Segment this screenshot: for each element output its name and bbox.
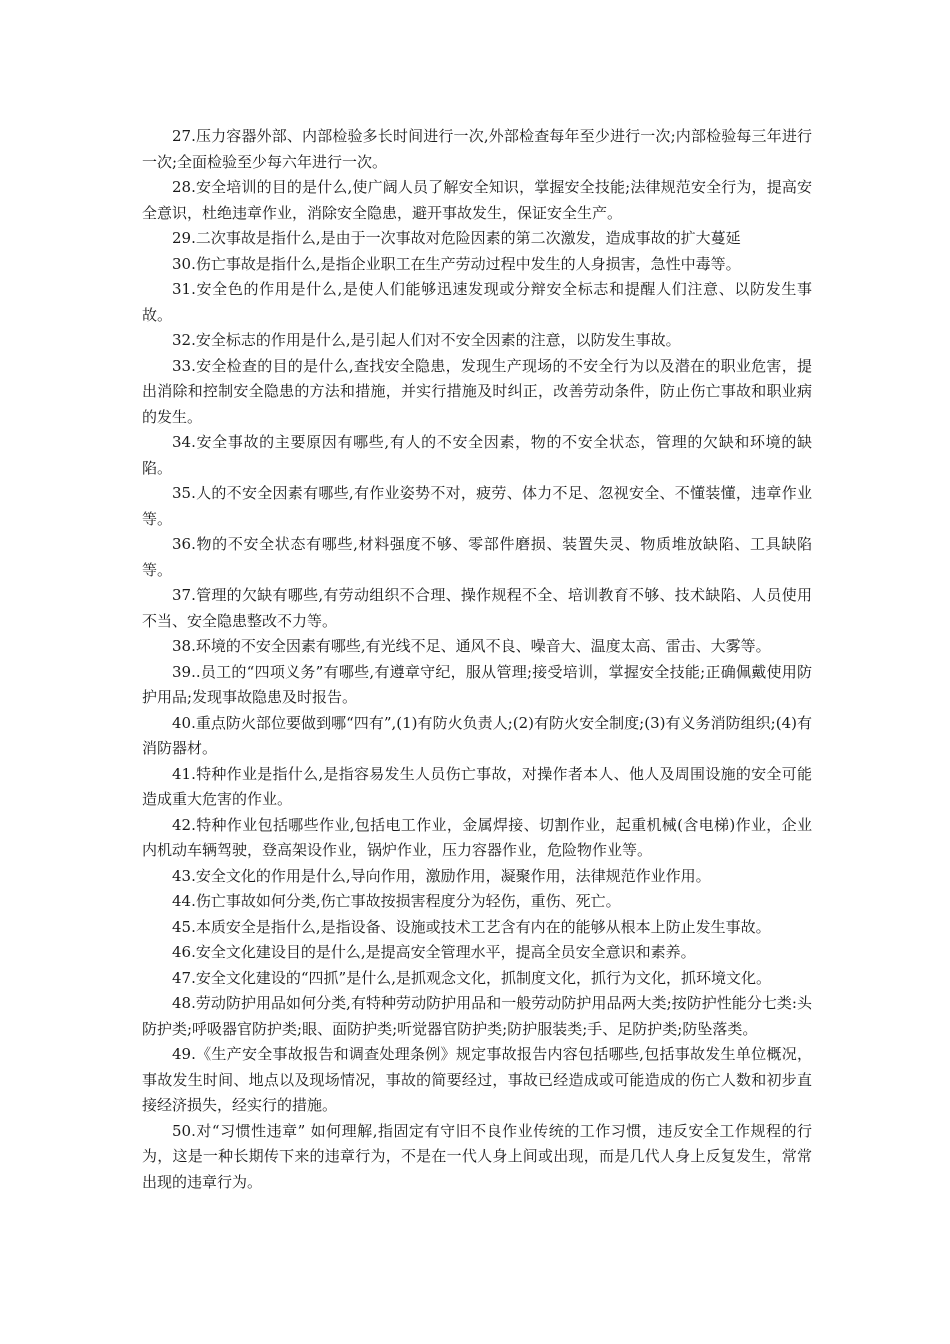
qa-item-29: 29.二次事故是指什么,是由于一次事故对危险因素的第二次激发，造成事故的扩大蔓延 xyxy=(172,229,741,247)
qa-item-47: 47.安全文化建设的“四抓”是什么,是抓观念文化，抓制度文化，抓行为文化，抓环境文化。 xyxy=(172,968,771,987)
qa-item-35: 35.人的不安全因素有哪些,有作业姿势不对，疲劳、体力不足、忽视安全、不懂装懂，违章作业等。 xyxy=(142,484,812,528)
qa-item-42: 42.特种作业包括哪些作业,包括电工作业，金属焊接、切割作业，起重机械(含电梯)作业，企业内机动车辆驾驶，登高架设作业，锅炉作业，压力容器作业，危险物作业等。 xyxy=(142,815,812,859)
qa-item-50: 50.对“习惯性违章” 如何理解,指固定有守旧不良作业传统的工作习惯，违反安全工作规程的行为，这是一种长期传下来的违章行为，不是在一代人身上间或出现，而是几代人身上反复发生，常常出现的违章行为。 xyxy=(142,1121,812,1191)
qa-item-46: 46.安全文化建设目的是什么,是提高安全管理水平，提高全员安全意识和素养。 xyxy=(172,943,696,961)
qa-item-31: 31.安全色的作用是什么,是使人们能够迅速发现或分辩安全标志和提醒人们注意、以防发生事故。 xyxy=(142,280,812,324)
qa-item-39: 39..员工的“四项义务”有哪些,有遵章守纪，服从管理;接受培训，掌握安全技能;正确佩戴使用防护用品;发现事故隐患及时报告。 xyxy=(142,662,812,706)
qa-item-27: 27.压力容器外部、内部检验多长时间进行一次,外部检查每年至少进行一次;内部检验每三年进行一次;全面检验至少每六年进行一次。 xyxy=(142,127,812,171)
qa-item-36: 36.物的不安全状态有哪些,材料强度不够、零部件磨损、装置失灵、物质堆放缺陷、工具缺陷等。 xyxy=(142,535,812,579)
qa-item-34: 34.安全事故的主要原因有哪些,有人的不安全因素，物的不安全状态，管理的欠缺和环境的缺陷。 xyxy=(142,433,812,477)
qa-item-41: 41.特种作业是指什么,是指容易发生人员伤亡事故，对操作者本人、他人及周围设施的安全可能造成重大危害的作业。 xyxy=(142,764,812,808)
qa-item-48: 48.劳动防护用品如何分类,有特种劳动防护用品和一般劳动防护用品两大类;按防护性能分七类:头防护类;呼吸器官防护类;眼、面防护类;听觉器官防护类;防护服装类;手、足防护类;防坠落类。 xyxy=(142,994,812,1038)
qa-item-28: 28.安全培训的目的是什么,使广阔人员了解安全知识，掌握安全技能;法律规范安全行为，提高安全意识，杜绝违章作业，消除安全隐患，避开事故发生，保证安全生产。 xyxy=(142,178,812,222)
qa-item-37: 37.管理的欠缺有哪些,有劳动组织不合理、操作规程不全、培训教育不够、技术缺陷、人员使用不当、安全隐患整改不力等。 xyxy=(142,586,812,630)
qa-item-30: 30.伤亡事故是指什么,是指企业职工在生产劳动过程中发生的人身损害，急性中毒等。 xyxy=(172,254,741,273)
qa-item-33: 33.安全检查的目的是什么,查找安全隐患，发现生产现场的不安全行为以及潜在的职业危害，提出消除和控制安全隐患的方法和措施，并实行措施及时纠正，改善劳动条件，防止伤亡事故和职业病的发生。 xyxy=(142,356,812,426)
qa-item-43: 43.安全文化的作用是什么,导向作用，激励作用，凝聚作用，法律规范作业作用。 xyxy=(172,866,711,885)
document-body xyxy=(142,124,812,1195)
qa-item-44: 44.伤亡事故如何分类,伤亡事故按损害程度分为轻伤，重伤、死亡。 xyxy=(172,892,621,910)
qa-item-45: 45.本质安全是指什么,是指设备、设施或技术工艺含有内在的能够从根本上防止发生事故。 xyxy=(172,917,771,936)
qa-item-38: 38.环境的不安全因素有哪些,有光线不足、通风不良、噪音大、温度太高、雷击、大雾等。 xyxy=(172,637,771,655)
qa-item-40: 40.重点防火部位要做到哪“四有”,(1)有防火负责人;(2)有防火安全制度;(3)有义务消防组织;(4)有消防器材。 xyxy=(142,713,812,757)
qa-item-49: 49.《生产安全事故报告和调查处理条例》规定事故报告内容包括哪些,包括事故发生单位概况，事故发生时间、地点以及现场情况，事故的简要经过，事故已经造成或可能造成的伤亡人数和初步直接经济损失，经实行的措施。 xyxy=(142,1045,812,1114)
qa-item-32: 32.安全标志的作用是什么,是引起人们对不安全因素的注意，以防发生事故。 xyxy=(172,331,681,349)
